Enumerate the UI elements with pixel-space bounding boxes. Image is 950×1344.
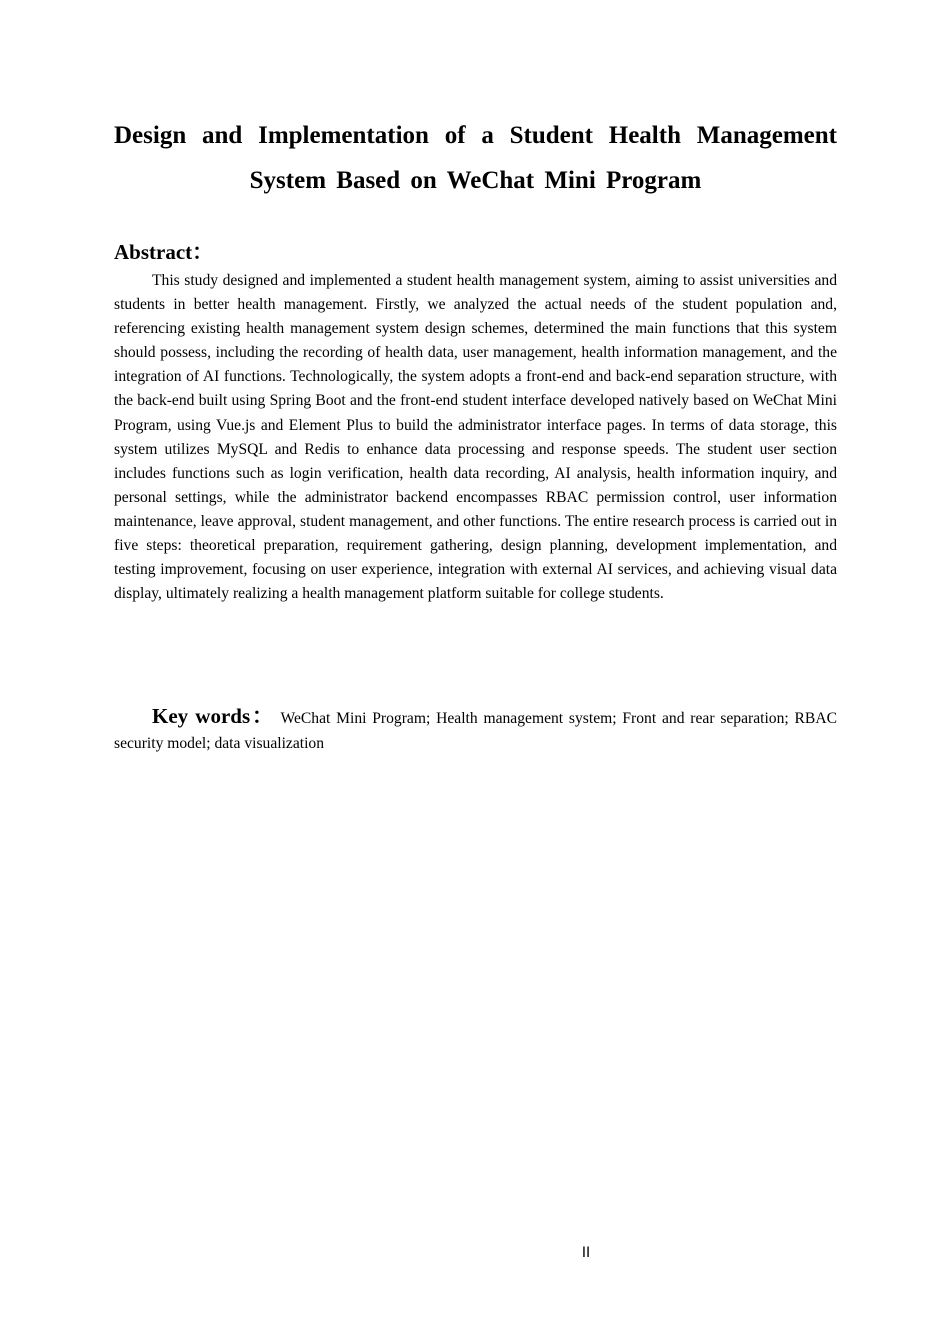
abstract-heading: Abstract：	[114, 240, 214, 264]
paper-title: Design and Implementation of a Student Health Management System Based on WeChat Mini Program	[114, 122, 837, 194]
page-number: II	[581, 1245, 591, 1261]
abstract-text: This study designed and implemented a student health management system, aiming to assist universities and students in better health management. Firstly, we analyzed the actual needs of the student population and, referencing existing health management system design schemes, determined the main functions that this system should possess, including the recording of health data, user management, health information management, and the integration of AI functions. Technologically, the system adopts a front-end and back-end separation structure, with the back-end built using Spring Boot and the front-end student interface developed natively based on WeChat Mini Program, using Vue.js and Element Plus to build the administrator interface pages. In terms of data storage, this system utilizes MySQL and Redis to enhance data processing and response speeds. The student user section includes functions such as login verification, health data recording, AI analysis, health information inquiry, and personal settings, while the administrator backend encompasses RBAC permission control, user information maintenance, leave approval, student management, and other functions. The entire research process is carried out in five steps: theoretical preparation, requirement gathering, design planning, development implementation, and testing improvement, focusing on user experience, integration with external AI services, and achieving visual data display, ultimately realizing a health management platform suitable for college students.	[114, 272, 837, 603]
keywords-paragraph	[114, 704, 837, 756]
keywords-label: Key words：	[152, 704, 275, 728]
keywords-text: WeChat Mini Program; Health management system; Front and rear separation; RBAC security model; data visualization	[114, 710, 837, 752]
